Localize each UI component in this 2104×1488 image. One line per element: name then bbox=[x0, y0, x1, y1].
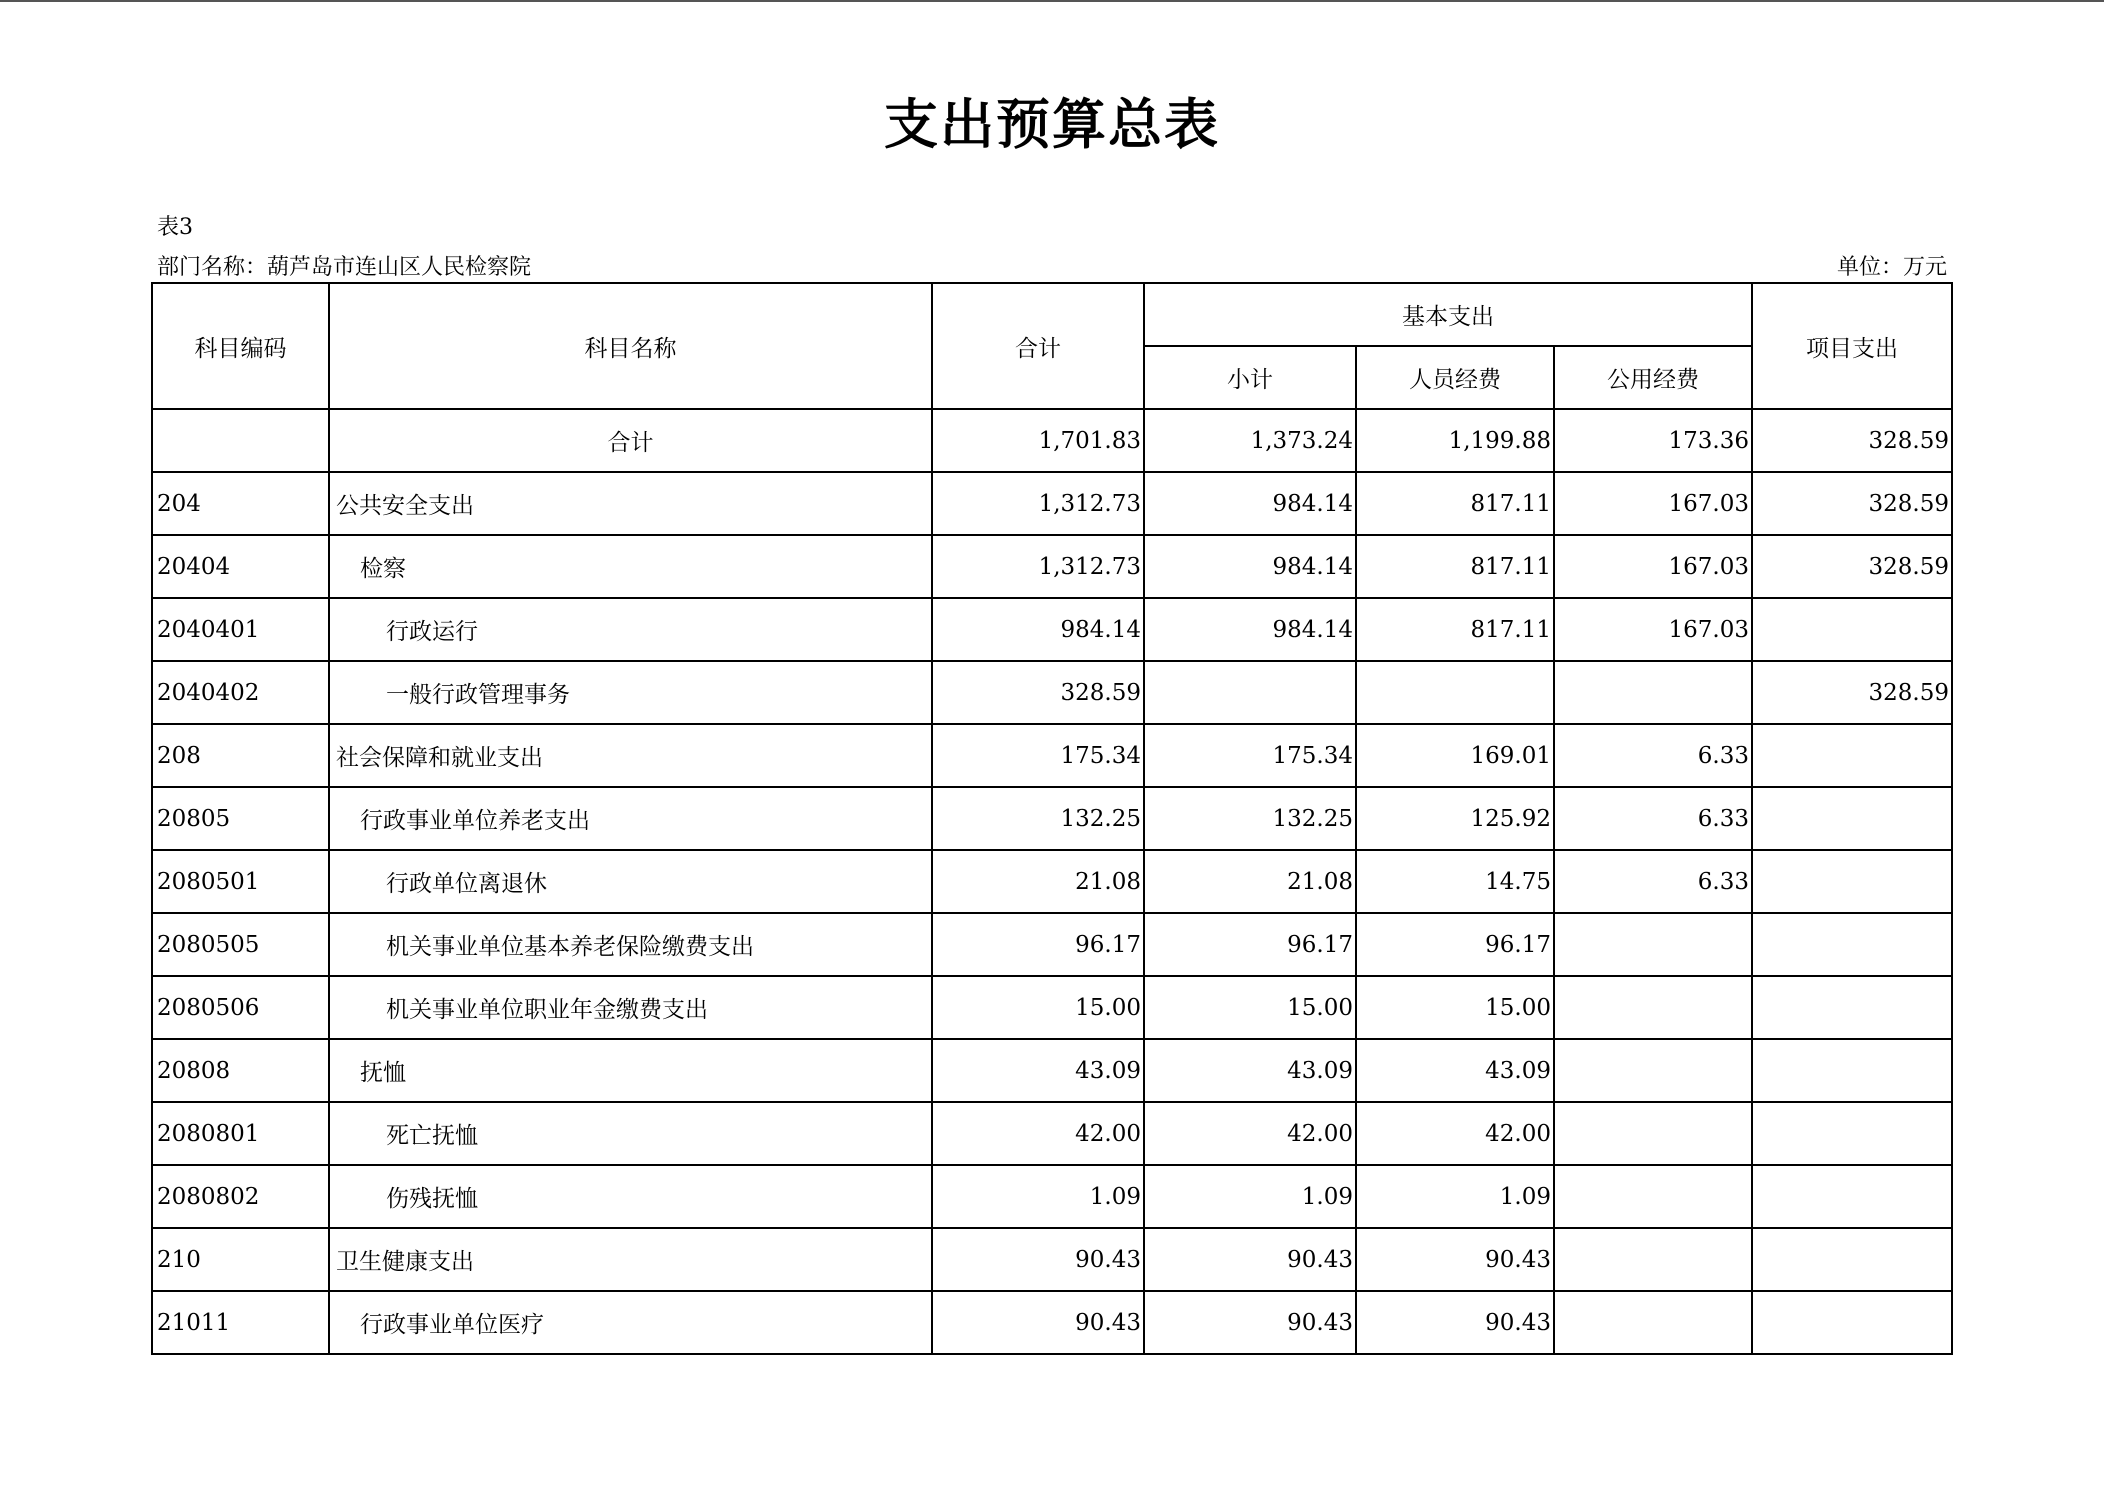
cell-total: 1.09 bbox=[932, 1165, 1144, 1228]
cell-project bbox=[1752, 976, 1952, 1039]
cell-project bbox=[1752, 787, 1952, 850]
header-name: 科目名称 bbox=[329, 283, 932, 409]
cell-public: 167.03 bbox=[1554, 472, 1752, 535]
cell-code: 2080501 bbox=[152, 850, 329, 913]
cell-subtotal: 96.17 bbox=[1144, 913, 1356, 976]
cell-personnel: 15.00 bbox=[1356, 976, 1554, 1039]
cell-total: 43.09 bbox=[932, 1039, 1144, 1102]
cell-name: 行政运行 bbox=[329, 598, 932, 661]
budget-table bbox=[151, 282, 1953, 1355]
cell-name: 社会保障和就业支出 bbox=[329, 724, 932, 787]
total-personnel: 1,199.88 bbox=[1356, 409, 1554, 472]
cell-code: 2040402 bbox=[152, 661, 329, 724]
cell-total: 1,312.73 bbox=[932, 472, 1144, 535]
cell-personnel bbox=[1356, 661, 1554, 724]
cell-project: 328.59 bbox=[1752, 661, 1952, 724]
cell-code: 20805 bbox=[152, 787, 329, 850]
cell-personnel: 817.11 bbox=[1356, 535, 1554, 598]
cell-total: 96.17 bbox=[932, 913, 1144, 976]
department-name: 部门名称：葫芦岛市连山区人民检察院 bbox=[157, 255, 532, 280]
cell-code: 20808 bbox=[152, 1039, 329, 1102]
table-row bbox=[152, 850, 1952, 913]
cell-public bbox=[1554, 1039, 1752, 1102]
cell-project: 328.59 bbox=[1752, 472, 1952, 535]
header-subtotal: 小计 bbox=[1144, 346, 1356, 409]
cell-personnel: 14.75 bbox=[1356, 850, 1554, 913]
cell-name: 公共安全支出 bbox=[329, 472, 932, 535]
cell-subtotal: 132.25 bbox=[1144, 787, 1356, 850]
header-row-1 bbox=[152, 283, 1952, 346]
cell-public bbox=[1554, 1102, 1752, 1165]
cell-public: 167.03 bbox=[1554, 535, 1752, 598]
cell-public: 167.03 bbox=[1554, 598, 1752, 661]
cell-code: 20404 bbox=[152, 535, 329, 598]
cell-public: 6.33 bbox=[1554, 850, 1752, 913]
header-code: 科目编码 bbox=[152, 283, 329, 409]
cell-public bbox=[1554, 913, 1752, 976]
cell-code: 210 bbox=[152, 1228, 329, 1291]
cell-subtotal: 1.09 bbox=[1144, 1165, 1356, 1228]
table-row bbox=[152, 724, 1952, 787]
cell-total: 175.34 bbox=[932, 724, 1144, 787]
cell-project bbox=[1752, 1165, 1952, 1228]
header-project: 项目支出 bbox=[1752, 283, 1952, 409]
total-row bbox=[152, 409, 1952, 472]
cell-personnel: 96.17 bbox=[1356, 913, 1554, 976]
cell-personnel: 817.11 bbox=[1356, 598, 1554, 661]
header-public: 公用经费 bbox=[1554, 346, 1752, 409]
total-code bbox=[152, 409, 329, 472]
table-row bbox=[152, 976, 1952, 1039]
header-personnel: 人员经费 bbox=[1356, 346, 1554, 409]
total-name: 合计 bbox=[329, 409, 932, 472]
cell-personnel: 817.11 bbox=[1356, 472, 1554, 535]
cell-name: 行政事业单位养老支出 bbox=[329, 787, 932, 850]
table-row bbox=[152, 1102, 1952, 1165]
table-number: 表3 bbox=[157, 215, 193, 240]
table-row bbox=[152, 913, 1952, 976]
table-row bbox=[152, 472, 1952, 535]
cell-subtotal bbox=[1144, 661, 1356, 724]
total-total: 1,701.83 bbox=[932, 409, 1144, 472]
cell-code: 204 bbox=[152, 472, 329, 535]
total-subtotal: 1,373.24 bbox=[1144, 409, 1356, 472]
cell-project bbox=[1752, 598, 1952, 661]
cell-project bbox=[1752, 913, 1952, 976]
cell-code: 2080802 bbox=[152, 1165, 329, 1228]
cell-subtotal: 984.14 bbox=[1144, 598, 1356, 661]
cell-project bbox=[1752, 1039, 1952, 1102]
cell-project bbox=[1752, 1228, 1952, 1291]
cell-name: 机关事业单位基本养老保险缴费支出 bbox=[329, 913, 932, 976]
cell-name: 机关事业单位职业年金缴费支出 bbox=[329, 976, 932, 1039]
cell-code: 208 bbox=[152, 724, 329, 787]
cell-personnel: 43.09 bbox=[1356, 1039, 1554, 1102]
cell-total: 328.59 bbox=[932, 661, 1144, 724]
table-row bbox=[152, 661, 1952, 724]
cell-total: 1,312.73 bbox=[932, 535, 1144, 598]
cell-name: 抚恤 bbox=[329, 1039, 932, 1102]
cell-code: 2040401 bbox=[152, 598, 329, 661]
header-total: 合计 bbox=[932, 283, 1144, 409]
top-rule bbox=[0, 0, 2104, 2]
total-public: 173.36 bbox=[1554, 409, 1752, 472]
cell-subtotal: 175.34 bbox=[1144, 724, 1356, 787]
table-row bbox=[152, 1228, 1952, 1291]
cell-name: 一般行政管理事务 bbox=[329, 661, 932, 724]
cell-total: 984.14 bbox=[932, 598, 1144, 661]
cell-code: 2080505 bbox=[152, 913, 329, 976]
cell-total: 132.25 bbox=[932, 787, 1144, 850]
cell-code: 21011 bbox=[152, 1291, 329, 1354]
cell-name: 死亡抚恤 bbox=[329, 1102, 932, 1165]
table-row bbox=[152, 535, 1952, 598]
table-row bbox=[152, 1165, 1952, 1228]
cell-public: 6.33 bbox=[1554, 787, 1752, 850]
cell-project: 328.59 bbox=[1752, 535, 1952, 598]
table-row bbox=[152, 598, 1952, 661]
cell-name: 检察 bbox=[329, 535, 932, 598]
total-project: 328.59 bbox=[1752, 409, 1952, 472]
cell-project bbox=[1752, 1102, 1952, 1165]
cell-project bbox=[1752, 1291, 1952, 1354]
cell-total: 42.00 bbox=[932, 1102, 1144, 1165]
cell-public bbox=[1554, 1291, 1752, 1354]
table-row bbox=[152, 1039, 1952, 1102]
cell-name: 行政单位离退休 bbox=[329, 850, 932, 913]
unit-label: 单位：万元 bbox=[1836, 255, 1947, 280]
cell-project bbox=[1752, 850, 1952, 913]
cell-name: 伤残抚恤 bbox=[329, 1165, 932, 1228]
cell-public bbox=[1554, 661, 1752, 724]
cell-subtotal: 984.14 bbox=[1144, 472, 1356, 535]
header-basic: 基本支出 bbox=[1144, 283, 1752, 346]
cell-personnel: 169.01 bbox=[1356, 724, 1554, 787]
cell-public bbox=[1554, 1165, 1752, 1228]
cell-name: 卫生健康支出 bbox=[329, 1228, 932, 1291]
cell-code: 2080506 bbox=[152, 976, 329, 1039]
table-row bbox=[152, 787, 1952, 850]
cell-total: 90.43 bbox=[932, 1291, 1144, 1354]
cell-personnel: 42.00 bbox=[1356, 1102, 1554, 1165]
cell-personnel: 90.43 bbox=[1356, 1291, 1554, 1354]
cell-subtotal: 15.00 bbox=[1144, 976, 1356, 1039]
cell-subtotal: 90.43 bbox=[1144, 1228, 1356, 1291]
cell-subtotal: 43.09 bbox=[1144, 1039, 1356, 1102]
cell-subtotal: 42.00 bbox=[1144, 1102, 1356, 1165]
cell-public: 6.33 bbox=[1554, 724, 1752, 787]
cell-project bbox=[1752, 724, 1952, 787]
cell-public bbox=[1554, 976, 1752, 1039]
cell-subtotal: 21.08 bbox=[1144, 850, 1356, 913]
cell-code: 2080801 bbox=[152, 1102, 329, 1165]
cell-subtotal: 984.14 bbox=[1144, 535, 1356, 598]
page-title: 支出预算总表 bbox=[884, 93, 1220, 156]
table-row bbox=[152, 1291, 1952, 1354]
cell-subtotal: 90.43 bbox=[1144, 1291, 1356, 1354]
cell-public bbox=[1554, 1228, 1752, 1291]
cell-total: 90.43 bbox=[932, 1228, 1144, 1291]
cell-total: 15.00 bbox=[932, 976, 1144, 1039]
cell-total: 21.08 bbox=[932, 850, 1144, 913]
cell-personnel: 125.92 bbox=[1356, 787, 1554, 850]
cell-personnel: 1.09 bbox=[1356, 1165, 1554, 1228]
cell-personnel: 90.43 bbox=[1356, 1228, 1554, 1291]
cell-name: 行政事业单位医疗 bbox=[329, 1291, 932, 1354]
